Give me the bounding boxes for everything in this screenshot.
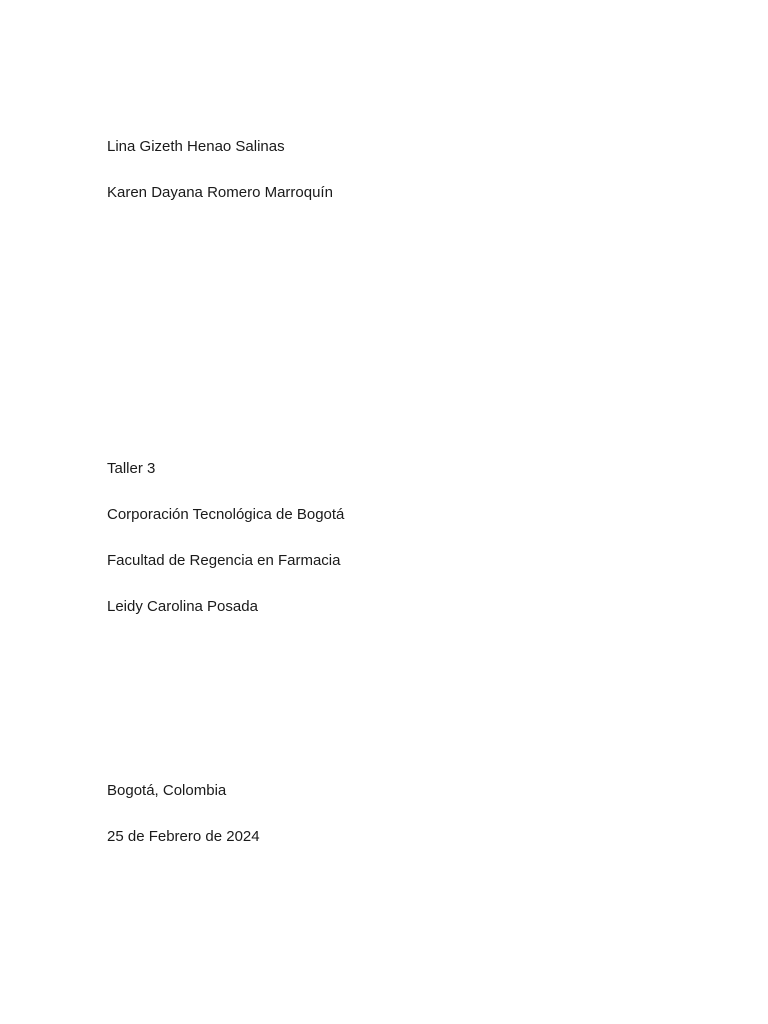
location: Bogotá, Colombia bbox=[107, 782, 227, 799]
author-name-1: Lina Gizeth Henao Salinas bbox=[107, 138, 285, 155]
author-name-2: Karen Dayana Romero Marroquín bbox=[107, 184, 333, 201]
date: 25 de Febrero de 2024 bbox=[107, 828, 260, 845]
instructor-name: Leidy Carolina Posada bbox=[107, 598, 258, 615]
faculty-name: Facultad de Regencia en Farmacia bbox=[107, 552, 341, 569]
document-title: Taller 3 bbox=[107, 460, 156, 477]
institution-name: Corporación Tecnológica de Bogotá bbox=[107, 506, 345, 523]
